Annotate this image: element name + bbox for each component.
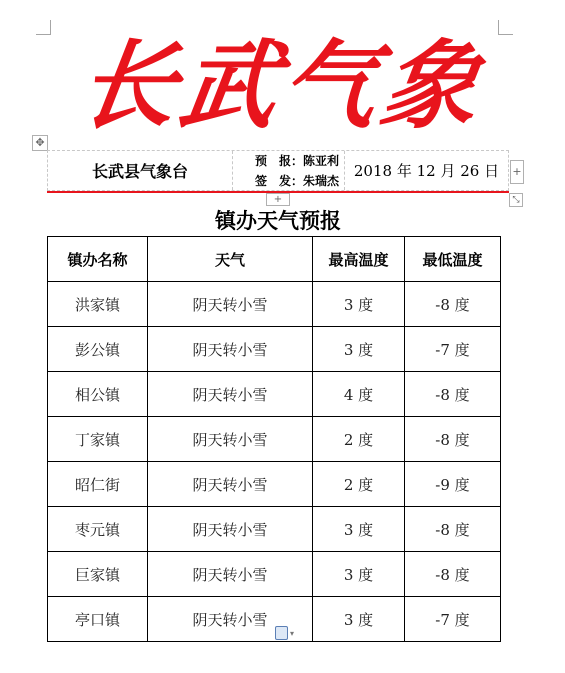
town-cell: 昭仁街 <box>48 462 148 507</box>
table-row <box>48 327 501 372</box>
add-column-plus-icon[interactable]: + <box>510 160 524 184</box>
max-temp-cell: 3 度 <box>313 597 405 642</box>
column-header-min-temp: 最低温度 <box>405 237 501 282</box>
page-title: 镇办天气预报 <box>215 208 341 233</box>
weather-cell: 阴天转小雪 <box>148 327 313 372</box>
table-row <box>48 462 501 507</box>
min-temp-cell: -8 度 <box>405 372 501 417</box>
forecaster-label: 预 报：陈亚利 <box>255 153 340 168</box>
masthead-logo <box>72 26 488 146</box>
town-cell: 巨家镇 <box>48 552 148 597</box>
min-temp-cell: -7 度 <box>405 327 501 372</box>
min-temp-cell: -9 度 <box>405 462 501 507</box>
table-header-row <box>48 237 501 282</box>
paste-options-button[interactable] <box>275 625 303 641</box>
masthead-char: 象 <box>374 29 488 142</box>
table-row <box>48 552 501 597</box>
min-temp-cell: -8 度 <box>405 282 501 327</box>
chevron-down-icon: ▾ <box>290 628 295 638</box>
staff-info <box>233 151 345 190</box>
town-cell: 丁家镇 <box>48 417 148 462</box>
masthead-char: 武 <box>172 29 287 142</box>
table-row <box>48 507 501 552</box>
weather-cell: 阴天转小雪 <box>148 417 313 462</box>
town-cell: 彭公镇 <box>48 327 148 372</box>
add-row-plus-icon[interactable]: + <box>266 193 290 206</box>
town-cell: 亭口镇 <box>48 597 148 642</box>
max-temp-cell: 3 度 <box>313 552 405 597</box>
max-temp-cell: 3 度 <box>313 327 405 372</box>
table-row <box>48 417 501 462</box>
town-cell: 枣元镇 <box>48 507 148 552</box>
issue-date: 2018 年 12 月 26 日 <box>353 162 500 180</box>
max-temp-cell: 3 度 <box>313 282 405 327</box>
weather-cell: 阴天转小雪 <box>148 282 313 327</box>
weather-cell: 阴天转小雪 <box>148 552 313 597</box>
max-temp-cell: 3 度 <box>313 507 405 552</box>
min-temp-cell: -8 度 <box>405 552 501 597</box>
column-header-town: 镇办名称 <box>48 237 148 282</box>
max-temp-cell: 2 度 <box>313 417 405 462</box>
max-temp-cell: 2 度 <box>313 462 405 507</box>
table-row <box>48 372 501 417</box>
weather-cell: 阴天转小雪 <box>148 462 313 507</box>
column-header-max-temp: 最高温度 <box>313 237 405 282</box>
min-temp-cell: -8 度 <box>405 507 501 552</box>
table-move-handle-icon[interactable]: ✥ <box>32 135 48 151</box>
clipboard-icon <box>275 626 288 640</box>
station-name: 长武县气象台 <box>48 151 233 190</box>
forecast-table <box>47 236 501 642</box>
table-row <box>48 597 501 642</box>
masthead-char: 气 <box>273 29 388 142</box>
issuer-label: 签 发：朱瑞杰 <box>255 173 340 188</box>
page-corner-mark-right <box>498 20 513 35</box>
min-temp-cell: -8 度 <box>405 417 501 462</box>
min-temp-cell: -7 度 <box>405 597 501 642</box>
page-corner-mark-left <box>36 20 51 35</box>
header-info-table <box>47 150 509 191</box>
town-cell: 相公镇 <box>48 372 148 417</box>
column-header-weather: 天气 <box>148 237 313 282</box>
weather-cell: 阴天转小雪 <box>148 597 313 642</box>
weather-cell: 阴天转小雪 <box>148 507 313 552</box>
table-row <box>48 282 501 327</box>
table-resize-icon[interactable]: ⤡ <box>509 193 523 207</box>
town-cell: 洪家镇 <box>48 282 148 327</box>
weather-cell: 阴天转小雪 <box>148 372 313 417</box>
masthead-char: 长 <box>72 29 187 142</box>
max-temp-cell: 4 度 <box>313 372 405 417</box>
